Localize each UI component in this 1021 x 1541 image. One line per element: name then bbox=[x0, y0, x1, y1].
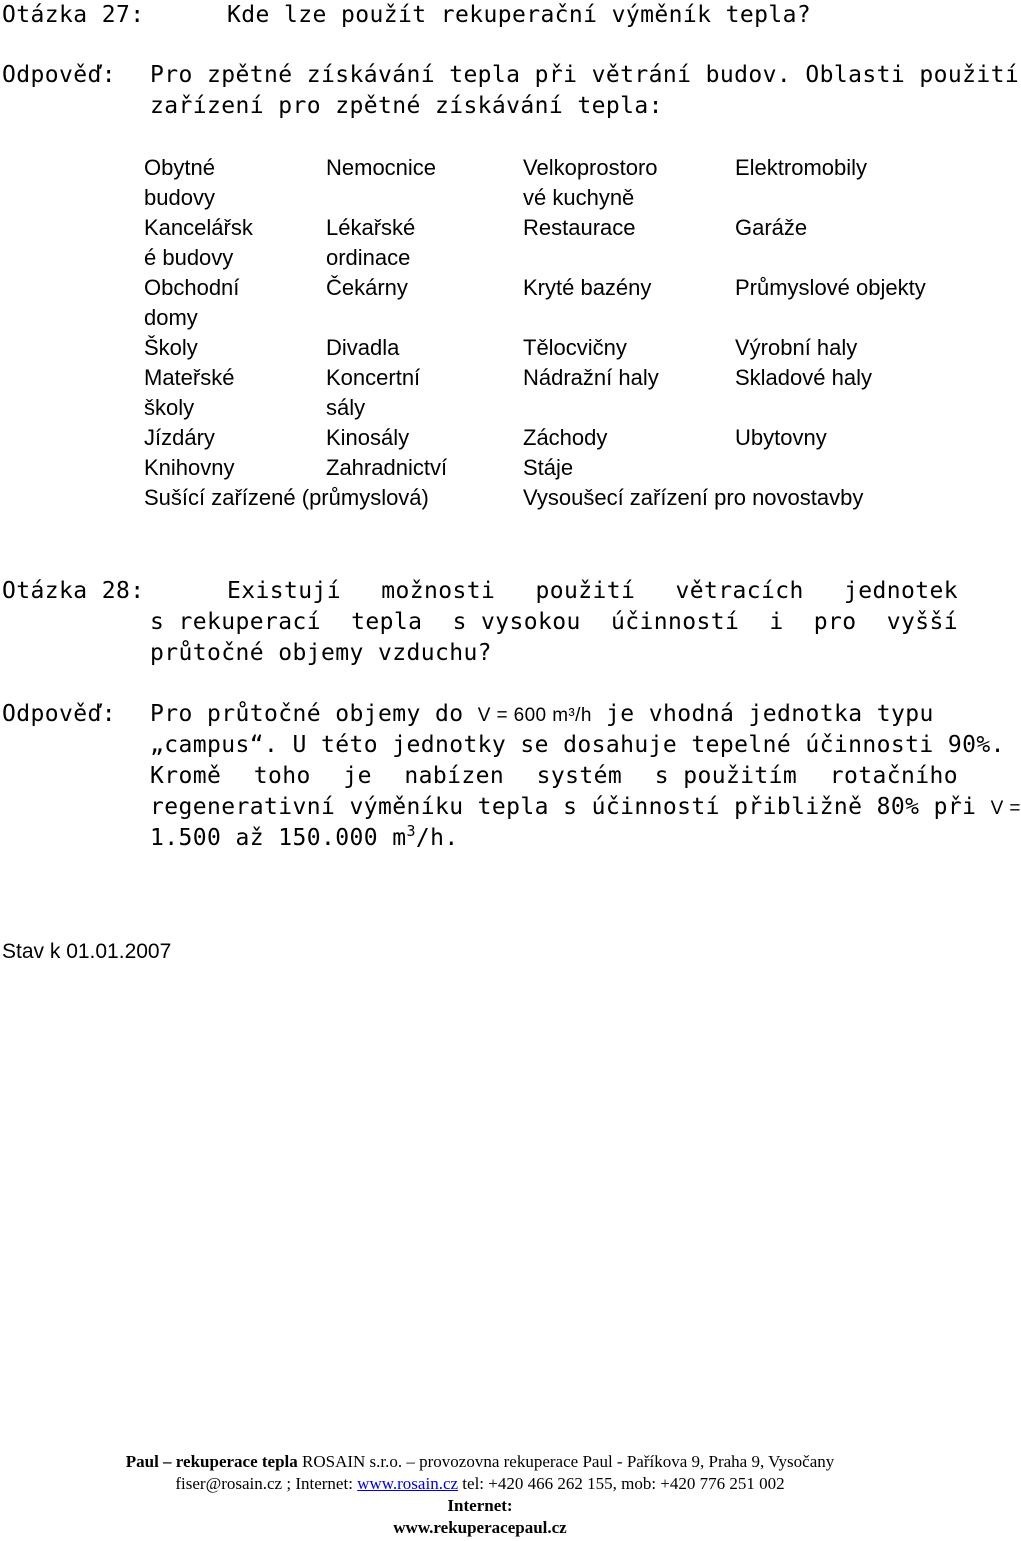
flow-formula: V = 600 m³/h bbox=[477, 705, 592, 726]
footer-internet-label: Internet: bbox=[447, 1496, 513, 1515]
answer-27-label: Odpověď: bbox=[2, 62, 116, 88]
question-28-line: průtočné objemy vzduchu? bbox=[150, 640, 492, 666]
table-cell: Mateřské školy bbox=[144, 365, 235, 420]
table-row bbox=[142, 333, 960, 363]
table-cell: Čekárny bbox=[326, 275, 408, 300]
table-cell: Lékařské ordinace bbox=[326, 215, 416, 270]
text: 1.500 až 150.000 m bbox=[150, 825, 407, 851]
table-cell: Kinosály bbox=[326, 425, 410, 450]
table-row bbox=[142, 423, 960, 453]
phone-numbers: tel: +420 466 262 155, mob: +420 776 251 002 bbox=[458, 1474, 785, 1493]
table-row bbox=[142, 483, 960, 513]
word: Kromě bbox=[150, 763, 222, 789]
footer-website[interactable]: www.rekuperacepaul.cz bbox=[393, 1518, 567, 1537]
document-date: Stav k 01.01.2007 bbox=[2, 940, 172, 963]
email-link[interactable]: fiser@rosain.cz bbox=[175, 1474, 283, 1493]
footer-company bbox=[0, 1452, 960, 1472]
word: tepla bbox=[351, 609, 423, 635]
usage-areas-table bbox=[142, 153, 960, 513]
word: s vysokou bbox=[452, 609, 581, 635]
table-cell: Restaurace bbox=[523, 215, 636, 240]
answer-28-label: Odpověď: bbox=[2, 701, 116, 727]
table-cell: Školy bbox=[144, 335, 198, 360]
table-cell: Nádražní haly bbox=[523, 365, 659, 390]
company-address: ROSAIN s.r.o. – provozovna rekuperace Paul - Paříkova 9, Praha 9, Vysočany bbox=[297, 1452, 835, 1471]
company-name: Paul – rekuperace tepla bbox=[125, 1452, 298, 1471]
word: i bbox=[769, 609, 784, 635]
word: toho bbox=[253, 763, 311, 789]
answer-27-line: zařízení pro zpětné získávání tepla: bbox=[150, 93, 663, 119]
table-cell: Kryté bazény bbox=[523, 275, 652, 300]
word: jednotek bbox=[844, 578, 958, 604]
word: s rekuperací bbox=[150, 609, 321, 635]
word: je bbox=[343, 763, 372, 789]
word: Existují bbox=[227, 578, 341, 604]
answer-28-line bbox=[150, 794, 1021, 820]
word: větracích bbox=[675, 578, 804, 604]
answer-28-line bbox=[150, 701, 934, 727]
table-cell: Obytné budovy bbox=[144, 155, 215, 210]
table-cell: Obchodní domy bbox=[144, 275, 240, 330]
table-cell: Průmyslové objekty bbox=[735, 275, 926, 300]
text: regenerativní výměníku tepla s účinností přibližně 80% při bbox=[150, 794, 991, 820]
table-row bbox=[142, 213, 960, 273]
superscript: 3 bbox=[406, 822, 416, 840]
table-cell: Sušící zařízené (průmyslová) bbox=[144, 485, 429, 510]
word: rotačního bbox=[829, 763, 958, 789]
text: je vhodná jednotka typu bbox=[591, 701, 934, 727]
question-27-label: Otázka 27: bbox=[2, 2, 145, 28]
table-cell: Výrobní haly bbox=[735, 335, 858, 360]
table-cell: Skladové haly bbox=[735, 365, 872, 390]
text: /h. bbox=[415, 825, 459, 851]
table-row bbox=[142, 273, 960, 333]
text: Pro průtočné objemy do bbox=[150, 701, 478, 727]
website-link[interactable]: www.rosain.cz bbox=[357, 1474, 459, 1493]
table-row bbox=[142, 453, 960, 483]
table-cell: Kancelářsk é budovy bbox=[144, 215, 253, 270]
table-cell: Knihovny bbox=[144, 455, 235, 480]
word: systém bbox=[536, 763, 623, 789]
word: možnosti bbox=[381, 578, 496, 604]
internet-label: ; Internet: bbox=[282, 1474, 358, 1493]
answer-27-line: Pro zpětné získávání tepla při větrání budov. Oblasti použití bbox=[150, 62, 1020, 88]
word: použití bbox=[535, 578, 636, 604]
question-28-line bbox=[150, 609, 958, 635]
word: s použitím bbox=[654, 763, 798, 789]
table-cell: Nemocnice bbox=[326, 155, 437, 180]
table-cell: Garáže bbox=[735, 215, 808, 240]
question-28-line bbox=[227, 578, 958, 604]
table-cell: Tělocvičny bbox=[523, 335, 627, 360]
answer-28-line: „campus“. U této jednotky se dosahuje tepelné účinnosti 90%. bbox=[150, 732, 1005, 758]
table-cell: Koncertní sály bbox=[326, 365, 421, 420]
question-28-label: Otázka 28: bbox=[2, 578, 145, 604]
answer-28-line bbox=[150, 763, 958, 789]
table-cell: Divadla bbox=[326, 335, 400, 360]
table-cell: Záchody bbox=[523, 425, 608, 450]
word: vyšší bbox=[886, 609, 958, 635]
table-cell: Stáje bbox=[523, 455, 574, 480]
table-row bbox=[142, 363, 960, 423]
footer-contacts bbox=[0, 1474, 960, 1494]
word: pro bbox=[813, 609, 857, 635]
word: nabízen bbox=[404, 763, 505, 789]
table-cell: Vysoušecí zařízení pro novostavby bbox=[523, 485, 864, 510]
table-row bbox=[142, 153, 960, 213]
word: účinností bbox=[610, 609, 740, 635]
table-cell: Zahradnictví bbox=[326, 455, 448, 480]
table-cell: Jízdáry bbox=[144, 425, 215, 450]
flow-formula: V = bbox=[990, 798, 1021, 819]
table-cell: Velkoprostoro vé kuchyně bbox=[523, 155, 658, 210]
table-cell: Ubytovny bbox=[735, 425, 827, 450]
answer-28-line bbox=[150, 822, 459, 851]
question-27-text: Kde lze použít rekuperační výměník tepla? bbox=[227, 2, 812, 28]
table-cell: Elektromobily bbox=[735, 155, 868, 180]
